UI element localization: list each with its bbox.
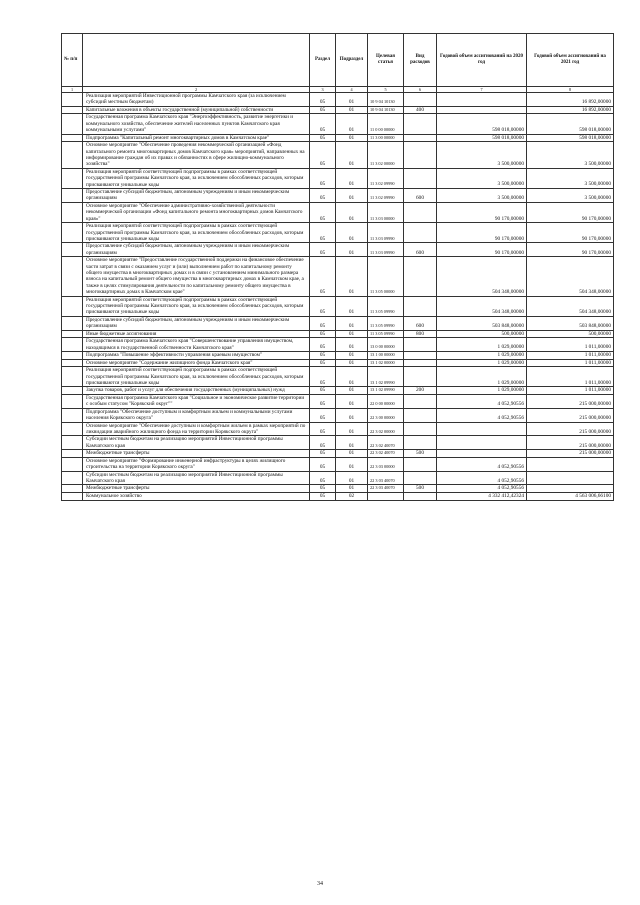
cell-vid: 800: [404, 330, 437, 338]
cell-podrazdel: 02: [336, 493, 368, 501]
table-row: [62, 352, 614, 360]
cell-razdel: 05: [310, 296, 336, 316]
cell-2020: [437, 106, 527, 114]
table-row: [62, 359, 614, 367]
cell-2020: 1 029,00000: [437, 359, 527, 367]
cell-vid: [404, 223, 437, 243]
table-row: [62, 493, 614, 501]
cell-razdel: 05: [310, 202, 336, 222]
cell-2020: 90 170,00000: [437, 243, 527, 257]
budget-table: [61, 33, 614, 501]
cell-razdel: 05: [310, 142, 336, 169]
cell-name: Межбюджетные трансферты: [83, 485, 310, 493]
cell-vid: 600: [404, 243, 437, 257]
cell-target: 11 3 05 00000: [368, 257, 404, 296]
cell-2021: [527, 471, 614, 485]
col-number: 4: [336, 87, 368, 93]
cell-2020: 1 029,00000: [437, 367, 527, 387]
header-podrazdel: Подраздел: [336, 34, 368, 87]
cell-target: 13 1 02 09990: [368, 367, 404, 387]
cell-razdel: 05: [310, 395, 336, 409]
cell-target: 13 1 02 00000: [368, 359, 404, 367]
cell-podrazdel: 01: [336, 352, 368, 360]
table-row: [62, 93, 614, 107]
cell-2020: 4 332 412,42324: [437, 493, 527, 501]
cell-2020: 1 029,00000: [437, 387, 527, 395]
cell-num: [62, 450, 83, 458]
cell-target: 11 3 05 09990: [368, 296, 404, 316]
cell-razdel: 05: [310, 168, 336, 188]
cell-num: [62, 142, 83, 169]
cell-podrazdel: 01: [336, 471, 368, 485]
cell-name: Основное мероприятие "Обеспечение доступным и комфортным жильем в рамках мероприятий по ликвидации аварийного жилищного фонда на территории Корякского округа": [83, 422, 310, 436]
cell-razdel: 05: [310, 450, 336, 458]
table-row: [62, 168, 614, 188]
cell-2021: 1 011,00000: [527, 338, 614, 352]
cell-podrazdel: 01: [336, 106, 368, 114]
cell-target: 11 3 05 09990: [368, 330, 404, 338]
cell-name: Субсидии местным бюджетам на реализацию мероприятий Инвестиционной программы Камчатского края: [83, 436, 310, 450]
cell-vid: [404, 202, 437, 222]
cell-2021: 90 170,00000: [527, 223, 614, 243]
header-name: [83, 34, 310, 87]
table-row: [62, 436, 614, 450]
header-2021: Годовой объем ассигнований на 2021 год: [527, 34, 614, 87]
table-row: [62, 387, 614, 395]
cell-vid: 400: [404, 106, 437, 114]
cell-podrazdel: 01: [336, 134, 368, 142]
table-row: [62, 142, 614, 169]
cell-2020: 4 052,90556: [437, 457, 527, 471]
cell-num: [62, 367, 83, 387]
cell-2021: 3 500,00000: [527, 142, 614, 169]
cell-razdel: 05: [310, 359, 336, 367]
cell-razdel: 05: [310, 457, 336, 471]
cell-2021: 215 000,00000: [527, 422, 614, 436]
cell-2020: 504 348,00000: [437, 296, 527, 316]
cell-2021: 598 018,00000: [527, 114, 614, 134]
table-row: [62, 338, 614, 352]
cell-2021: 215 000,00000: [527, 395, 614, 409]
cell-razdel: 05: [310, 338, 336, 352]
table-row: [62, 223, 614, 243]
table-row: [62, 134, 614, 142]
table-row: [62, 114, 614, 134]
cell-podrazdel: 01: [336, 338, 368, 352]
cell-name: Реализация мероприятий соответствующей подпрограммы в рамках соответствующей государственной программы Камчатского края, за исключением обособленных расходов, которым присваиваются уникальные коды: [83, 367, 310, 387]
cell-vid: [404, 93, 437, 107]
cell-razdel: 05: [310, 408, 336, 422]
cell-2021: 4 563 006,66100: [527, 493, 614, 501]
cell-razdel: 05: [310, 93, 336, 107]
table-row: [62, 106, 614, 114]
cell-razdel: 05: [310, 189, 336, 203]
cell-2020: 3 500,00000: [437, 189, 527, 203]
cell-target: 11 3 05 09990: [368, 316, 404, 330]
cell-2021: 215 000,00000: [527, 436, 614, 450]
cell-podrazdel: 01: [336, 93, 368, 107]
cell-2020: 3 500,00000: [437, 168, 527, 188]
cell-name: Иные бюджетные ассигнования: [83, 330, 310, 338]
cell-num: [62, 316, 83, 330]
cell-vid: 500: [404, 450, 437, 458]
cell-2021: 3 500,00000: [527, 189, 614, 203]
cell-podrazdel: 01: [336, 422, 368, 436]
cell-razdel: 05: [310, 485, 336, 493]
cell-podrazdel: 01: [336, 330, 368, 338]
cell-podrazdel: 01: [336, 387, 368, 395]
cell-2021: 3 500,00000: [527, 168, 614, 188]
cell-name: Подпрограмма "Капитальный ремонт многоквартирных домов в Камчатском крае": [83, 134, 310, 142]
cell-2020: 4 052,90556: [437, 485, 527, 493]
cell-name: Основное мероприятие "Предоставление государственной поддержки на финансовое обеспечение части затрат в связи с оказанием услуг и (или) выполнением работ по капитальному ремонту общего имущества в многоквартирных домах и в связи с установлением минимального размера взноса на капитальный ремонт общего имущества в многоквартирных домах в Камчатском крае, а также в целях стимулирования деятельности по капитальному ремонту общего имущества в многоквартирных домах в Камчатском крае": [83, 257, 310, 296]
cell-vid: [404, 493, 437, 501]
cell-vid: [404, 408, 437, 422]
col-number: 7: [437, 87, 527, 93]
cell-target: 13 0 00 00000: [368, 338, 404, 352]
cell-2021: 1 011,00000: [527, 352, 614, 360]
cell-name: Межбюджетные трансферты: [83, 450, 310, 458]
cell-target: 22 3 03 40070: [368, 471, 404, 485]
table-row: [62, 395, 614, 409]
cell-vid: [404, 436, 437, 450]
cell-num: [62, 223, 83, 243]
cell-num: [62, 408, 83, 422]
cell-2021: 90 170,00000: [527, 202, 614, 222]
cell-2020: [437, 450, 527, 458]
cell-2021: 90 170,00000: [527, 243, 614, 257]
cell-name: Закупка товаров, работ и услуг для обеспечения государственных (муниципальных) нужд: [83, 387, 310, 395]
cell-vid: [404, 352, 437, 360]
cell-2020: 90 170,00000: [437, 223, 527, 243]
cell-2020: 3 500,00000: [437, 142, 527, 169]
cell-name: Подпрограмма "Повышение эффективности управления краевым имуществом": [83, 352, 310, 360]
cell-vid: [404, 114, 437, 134]
cell-vid: [404, 142, 437, 169]
cell-name: Капитальные вложения в объекты государственной (муниципальной) собственности: [83, 106, 310, 114]
header-razdel: Раздел: [310, 34, 336, 87]
cell-razdel: 05: [310, 367, 336, 387]
table-row: [62, 316, 614, 330]
cell-num: [62, 257, 83, 296]
cell-podrazdel: 01: [336, 223, 368, 243]
cell-vid: 500: [404, 485, 437, 493]
cell-vid: [404, 367, 437, 387]
cell-2021: 500,00000: [527, 330, 614, 338]
cell-2020: 598 018,00000: [437, 134, 527, 142]
cell-target: 11 3 00 00000: [368, 134, 404, 142]
cell-name: Реализация мероприятий Инвестиционной программы Камчатского края (за исключением субсидий местным бюджетам): [83, 93, 310, 107]
cell-podrazdel: 01: [336, 243, 368, 257]
cell-vid: [404, 168, 437, 188]
cell-target: 11 3 03 09990: [368, 243, 404, 257]
header-num: № п/п: [62, 34, 83, 87]
cell-target: 22 3 03 40070: [368, 485, 404, 493]
cell-podrazdel: 01: [336, 450, 368, 458]
cell-name: Реализация мероприятий соответствующей подпрограммы в рамках соответствующей государственной программы Камчатского края, за исключением обособленных расходов, которым присваиваются уникальные коды: [83, 168, 310, 188]
cell-name: Предоставление субсидий бюджетным, автономным учреждениям и иным некоммерческим организациям: [83, 243, 310, 257]
cell-2021: 1 011,00000: [527, 387, 614, 395]
header-vid: Вид расходов: [404, 34, 437, 87]
cell-2020: 598 018,00000: [437, 114, 527, 134]
cell-2020: 1 029,00000: [437, 352, 527, 360]
cell-num: [62, 202, 83, 222]
cell-2020: 1 029,00000: [437, 338, 527, 352]
cell-2020: 4 052,90556: [437, 395, 527, 409]
cell-target: 11 0 00 00000: [368, 114, 404, 134]
cell-razdel: 05: [310, 436, 336, 450]
cell-target: 22 3 02 40070: [368, 450, 404, 458]
cell-target: 11 3 03 09990: [368, 223, 404, 243]
cell-num: [62, 296, 83, 316]
cell-podrazdel: 01: [336, 168, 368, 188]
cell-2021: 215 000,00000: [527, 408, 614, 422]
cell-num: [62, 436, 83, 450]
cell-target: 11 3 02 00000: [368, 142, 404, 169]
cell-name: Реализация мероприятий соответствующей подпрограммы в рамках соответствующей государственной программы Камчатского края, за исключением обособленных расходов, которым присваиваются уникальные коды: [83, 223, 310, 243]
page-number: 34: [317, 881, 323, 887]
cell-num: [62, 485, 83, 493]
cell-name: Предоставление субсидий бюджетным, автономным учреждениям и иным некоммерческим организациям: [83, 316, 310, 330]
cell-razdel: 05: [310, 471, 336, 485]
table-row: [62, 408, 614, 422]
cell-podrazdel: 01: [336, 408, 368, 422]
cell-2021: [527, 457, 614, 471]
cell-target: 22 3 02 00000: [368, 422, 404, 436]
cell-2020: 503 848,00000: [437, 316, 527, 330]
table-row: [62, 243, 614, 257]
cell-2021: 215 000,00000: [527, 450, 614, 458]
cell-vid: 600: [404, 189, 437, 203]
cell-num: [62, 93, 83, 107]
col-number: 2: [83, 87, 310, 93]
col-number: 6: [404, 87, 437, 93]
cell-name: Субсидии местным бюджетам на реализацию мероприятий Инвестиционной программы Камчатского края: [83, 471, 310, 485]
cell-podrazdel: 01: [336, 367, 368, 387]
cell-name: Основное мероприятие "Обеспечение проведения некоммерческой организацией «Фонд капитального ремонта многоквартирных домов Камчатского края» мероприятий, направленных на информирование граждан об их правах и обязанностях в сфере жилищно-коммунального хозяйства": [83, 142, 310, 169]
table-row: [62, 457, 614, 471]
cell-num: [62, 352, 83, 360]
cell-num: [62, 457, 83, 471]
cell-2021: 504 348,00000: [527, 296, 614, 316]
cell-num: [62, 168, 83, 188]
table-row: [62, 257, 614, 296]
cell-target: 10 9 04 10130: [368, 93, 404, 107]
cell-vid: [404, 471, 437, 485]
cell-num: [62, 359, 83, 367]
cell-2020: [437, 422, 527, 436]
cell-target: 22 0 00 00000: [368, 395, 404, 409]
cell-num: [62, 422, 83, 436]
table-row: [62, 296, 614, 316]
table-header: [62, 34, 614, 93]
cell-target: [368, 493, 404, 501]
cell-num: [62, 387, 83, 395]
cell-num: [62, 114, 83, 134]
cell-num: [62, 338, 83, 352]
cell-num: [62, 330, 83, 338]
cell-vid: [404, 134, 437, 142]
table-row: [62, 450, 614, 458]
cell-razdel: 05: [310, 257, 336, 296]
cell-num: [62, 493, 83, 501]
col-number: 3: [310, 87, 336, 93]
cell-name: Основное мероприятие "Формирование инженерной инфраструктуры в целях жилищного строительства на территории Корякского округа": [83, 457, 310, 471]
cell-target: 22 3 03 00000: [368, 457, 404, 471]
cell-podrazdel: 01: [336, 436, 368, 450]
cell-num: [62, 189, 83, 203]
cell-name: Коммунальное хозяйство: [83, 493, 310, 501]
cell-name: Основное мероприятие "Обеспечение административно-хозяйственной деятельности некоммерческой организации «Фонд капитального ремонта многоквартирных домов Камчатского края»": [83, 202, 310, 222]
cell-2020: [437, 436, 527, 450]
cell-num: [62, 243, 83, 257]
cell-2020: [437, 93, 527, 107]
col-number: 8: [527, 87, 614, 93]
cell-num: [62, 106, 83, 114]
cell-podrazdel: 01: [336, 189, 368, 203]
cell-target: 13 1 02 09990: [368, 387, 404, 395]
cell-2020: 504 348,00000: [437, 257, 527, 296]
cell-num: [62, 471, 83, 485]
cell-podrazdel: 01: [336, 316, 368, 330]
table-row: [62, 422, 614, 436]
col-number: 1: [62, 87, 83, 93]
cell-vid: 600: [404, 316, 437, 330]
header-2020: Годовой объем ассигнований на 2020 год: [437, 34, 527, 87]
table-row: [62, 471, 614, 485]
cell-vid: [404, 338, 437, 352]
cell-target: 11 3 03 00000: [368, 202, 404, 222]
cell-name: Предоставление субсидий бюджетным, автономным учреждениям и иным некоммерческим организациям: [83, 189, 310, 203]
cell-razdel: 05: [310, 223, 336, 243]
cell-razdel: 05: [310, 422, 336, 436]
cell-vid: [404, 257, 437, 296]
cell-podrazdel: 01: [336, 457, 368, 471]
cell-name: Подпрограмма "Обеспечение доступным и комфортным жильем и коммунальными услугами населения Корякского округа": [83, 408, 310, 422]
cell-razdel: 05: [310, 330, 336, 338]
cell-target: 11 3 02 09990: [368, 168, 404, 188]
cell-2021: 598 018,00000: [527, 134, 614, 142]
cell-2021: [527, 485, 614, 493]
cell-2020: 4 052,90556: [437, 408, 527, 422]
cell-2021: 16 892,00000: [527, 93, 614, 107]
cell-num: [62, 134, 83, 142]
table-row: [62, 367, 614, 387]
cell-podrazdel: 01: [336, 114, 368, 134]
cell-vid: 200: [404, 387, 437, 395]
cell-name: Государственная программа Камчатского края "Социальное и экономическое развитие территории с особым статусом "Корякский округ"": [83, 395, 310, 409]
cell-vid: [404, 395, 437, 409]
cell-2021: 503 848,00000: [527, 316, 614, 330]
cell-target: 13 1 00 00000: [368, 352, 404, 360]
cell-razdel: 05: [310, 352, 336, 360]
col-number: 5: [368, 87, 404, 93]
cell-podrazdel: 01: [336, 395, 368, 409]
cell-podrazdel: 01: [336, 296, 368, 316]
cell-name: Государственная программа Камчатского края "Энергоэффективность, развитие энергетики и коммунального хозяйства, обеспечение жителей населенных пунктов Камчатского края коммунальными услугами": [83, 114, 310, 134]
cell-vid: [404, 296, 437, 316]
cell-vid: [404, 359, 437, 367]
cell-vid: [404, 422, 437, 436]
cell-razdel: 05: [310, 114, 336, 134]
cell-razdel: 05: [310, 134, 336, 142]
cell-podrazdel: 01: [336, 142, 368, 169]
header-target: Целевая статья: [368, 34, 404, 87]
cell-2020: 4 052,90556: [437, 471, 527, 485]
cell-razdel: 05: [310, 387, 336, 395]
table-row: [62, 330, 614, 338]
table-row: [62, 485, 614, 493]
cell-2020: 90 170,00000: [437, 202, 527, 222]
table-row: [62, 189, 614, 203]
cell-podrazdel: 01: [336, 202, 368, 222]
cell-target: 22 3 02 40070: [368, 436, 404, 450]
table-row: [62, 202, 614, 222]
cell-name: Основное мероприятие "Содержание жилищного фонда Камчатского края": [83, 359, 310, 367]
cell-2021: 16 892,00000: [527, 106, 614, 114]
cell-target: 22 3 00 00000: [368, 408, 404, 422]
cell-name: Реализация мероприятий соответствующей подпрограммы в рамках соответствующей государственной программы Камчатского края, за исключением обособленных расходов, которым присваиваются уникальные коды: [83, 296, 310, 316]
cell-2020: 500,00000: [437, 330, 527, 338]
cell-2021: 504 348,00000: [527, 257, 614, 296]
cell-2021: 1 011,00000: [527, 367, 614, 387]
cell-target: 11 3 02 09990: [368, 189, 404, 203]
cell-razdel: 05: [310, 243, 336, 257]
cell-razdel: 05: [310, 316, 336, 330]
cell-name: Государственная программа Камчатского края "Совершенствование управления имуществом, находящимся в государственной собственности Камчатского края": [83, 338, 310, 352]
table-body: [62, 93, 614, 501]
cell-podrazdel: 01: [336, 257, 368, 296]
cell-podrazdel: 01: [336, 359, 368, 367]
cell-num: [62, 395, 83, 409]
budget-table-sheet: [61, 33, 613, 501]
cell-target: 10 9 04 10130: [368, 106, 404, 114]
cell-vid: [404, 457, 437, 471]
cell-razdel: 05: [310, 106, 336, 114]
cell-2021: 1 011,00000: [527, 359, 614, 367]
cell-podrazdel: 01: [336, 485, 368, 493]
cell-razdel: 05: [310, 493, 336, 501]
